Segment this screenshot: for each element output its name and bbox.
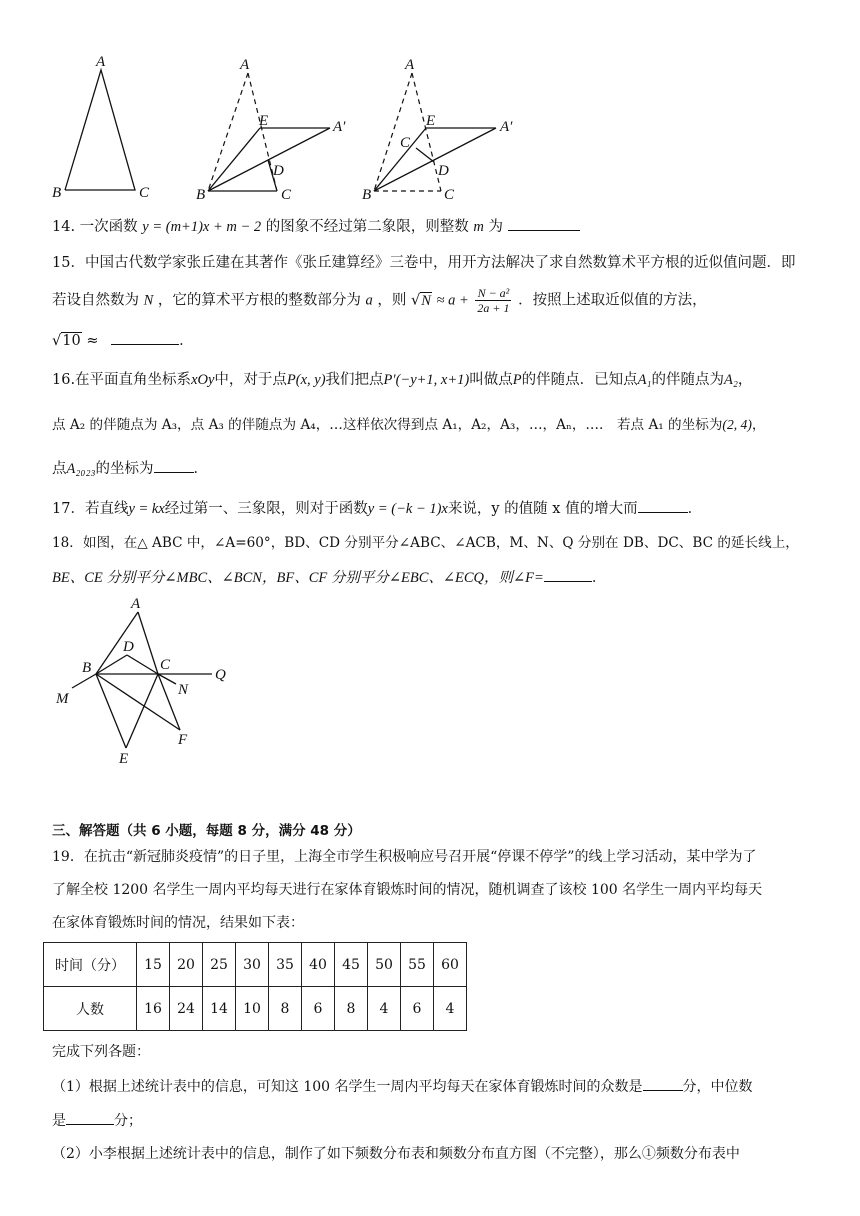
question-18-line-2: BE、CE 分别平分∠MBC、∠BCN，BF、CF 分别平分∠EBC、∠ECQ，则∠F= ． <box>52 567 606 588</box>
fig2-label-a-prime: A′ <box>333 119 346 135</box>
table-cell: 16 <box>137 987 170 1031</box>
sqrt-n: √N <box>410 292 431 309</box>
section-3-heading: 三、解答题（共 6 小题，每题 8 分，满分 48 分） <box>52 823 361 839</box>
answer-blank-14[interactable] <box>508 216 580 231</box>
question-19-part-1-cont: 是 分； <box>52 1110 142 1131</box>
table-cell: 50 <box>368 943 401 987</box>
fig2-label-b: B <box>196 187 206 203</box>
table-cell: 40 <box>302 943 335 987</box>
fraction: $\frac{\text{N − a²}}{2a + 1}$ <box>477 286 510 315</box>
table-cell: 30 <box>236 943 269 987</box>
fig18-label-a: A <box>131 596 141 612</box>
table-cell: 25 <box>203 943 236 987</box>
fig1-label-c: C <box>139 185 150 201</box>
table-cell: 45 <box>335 943 368 987</box>
fig3-label-e: E <box>426 113 436 129</box>
fig18-label-q: Q <box>215 667 226 683</box>
table-cell: 8 <box>335 987 368 1031</box>
fig2-label-e: E <box>259 113 269 129</box>
figure-triangle-abc <box>52 54 150 201</box>
answer-blank-16[interactable] <box>154 458 194 473</box>
figure-fold-1 <box>196 57 346 203</box>
fig18-label-f: F <box>178 732 188 748</box>
question-16-line-1: 16.在平面直角坐标系xOy中，对于点P(x, y)我们把点P′(−y+1, x+1)叫做点P的伴随点．已知点A₁的伴随点为A₂， <box>52 372 753 388</box>
fig3-label-a-prime: A′ <box>500 119 513 135</box>
fig2-label-d: D <box>273 163 284 179</box>
question-14: 14. 一次函数 y = (m+1)x + m − 2 的图象不经过第二象限，则整数 m 为 <box>52 216 580 237</box>
question-19-part-2: （2）小李根据上述统计表中的信息，制作了如下频数分布表和频数分布直方图（不完整），那么①频数分布表中 <box>52 1146 740 1162</box>
table-header-time: 时间（分） <box>44 943 137 987</box>
table-cell: 15 <box>137 943 170 987</box>
table-cell: 60 <box>434 943 467 987</box>
table-cell: 6 <box>302 987 335 1031</box>
table-cell: 4 <box>368 987 401 1031</box>
table-header-count: 人数 <box>44 987 137 1031</box>
q14-formula: y = (m+1)x + m − 2 <box>142 219 262 235</box>
answer-blank-19-mode[interactable] <box>643 1076 683 1091</box>
question-17: 17．若直线y = kx经过第一、三象限，则对于函数y = (−k − 1)x来说，y 的值随 x 值的增大而 ． <box>52 498 702 519</box>
table-cell: 4 <box>434 987 467 1031</box>
answer-blank-17[interactable] <box>638 498 688 513</box>
top-figures <box>0 0 860 206</box>
question-15-line-2: 若设自然数为 N ，它的算术平方根的整数部分为 a ，则 √N ≈ a + $\frac{\text{N − a²}}{2a + 1}$ ．按照上述取近似值的方法， <box>52 286 707 315</box>
sqrt-10: √10 <box>52 333 81 349</box>
figure-fold-2 <box>362 57 513 203</box>
fig18-label-m: M <box>56 691 69 707</box>
question-15-line-1: 15．中国古代数学家张丘建在其著作《张丘建算经》三卷中，用开方法解决了求自然数算术平方根的近似值问题．即 <box>52 255 796 271</box>
stats-table <box>43 942 467 1031</box>
answer-blank-18[interactable] <box>544 567 592 582</box>
table-cell: 55 <box>401 943 434 987</box>
question-15-line-3: √10 ≈ ． <box>52 330 194 351</box>
fig3-label-b: B <box>362 187 372 203</box>
question-19-part-1: （1）根据上述统计表中的信息，可知这 100 名学生一周内平均每天在家体育锻炼时间的众数是 分，中位数 <box>52 1076 753 1097</box>
table-cell: 10 <box>236 987 269 1031</box>
fig2-label-c: C <box>281 187 292 203</box>
table-cell: 24 <box>170 987 203 1031</box>
question-19-line-3: 在家体育锻炼时间的情况，结果如下表： <box>52 915 304 931</box>
fig2-label-a: A <box>240 57 250 73</box>
table-row <box>44 987 467 1031</box>
fig1-label-b: B <box>52 185 62 201</box>
question-18-line-1: 18．如图，在△ ABC 中，∠A=60°，BD、CD 分别平分∠ABC、∠ACB，M、N、Q 分别在 DB、DC、BC 的延长线上， <box>52 535 799 551</box>
figure-q18 <box>40 590 250 770</box>
fig18-label-n: N <box>178 682 189 698</box>
fig3-label-c-upper: C <box>400 135 411 151</box>
table-cell: 35 <box>269 943 302 987</box>
fig18-label-e: E <box>119 751 129 767</box>
table-row <box>44 943 467 987</box>
answer-blank-15[interactable] <box>111 330 179 345</box>
answer-blank-19-median[interactable] <box>66 1110 114 1125</box>
question-19-line-1: 19．在抗击“新冠肺炎疫情”的日子里，上海全市学生积极响应号召开展“停课不停学”的线上学习活动，某中学为了 <box>52 849 757 865</box>
fig3-label-a: A <box>405 57 415 73</box>
table-cell: 14 <box>203 987 236 1031</box>
table-cell: 6 <box>401 987 434 1031</box>
fig1-label-a: A <box>96 54 106 70</box>
question-19-complete: 完成下列各题： <box>52 1044 150 1060</box>
question-16-line-3: 点A₂₀₂₃的坐标为 ． <box>52 458 208 479</box>
fig3-label-d: D <box>438 163 449 179</box>
fig18-label-c: C <box>160 657 171 673</box>
table-cell: 20 <box>170 943 203 987</box>
fig18-label-b: B <box>82 660 92 676</box>
fig18-label-d: D <box>123 639 134 655</box>
fig3-label-c: C <box>444 187 455 203</box>
table-cell: 8 <box>269 987 302 1031</box>
question-19-line-2: 了解全校 1200 名学生一周内平均每天进行在家体育锻炼时间的情况，随机调查了该校 100 名学生一周内平均每天 <box>52 882 763 898</box>
question-16-line-2: 点 A₂ 的伴随点为 A₃，点 A₃ 的伴随点为 A₄，…这样依次得到点 A₁，A₂，A₃，…，Aₙ，…. 若点 A₁ 的坐标为(2, 4)， <box>52 417 766 433</box>
